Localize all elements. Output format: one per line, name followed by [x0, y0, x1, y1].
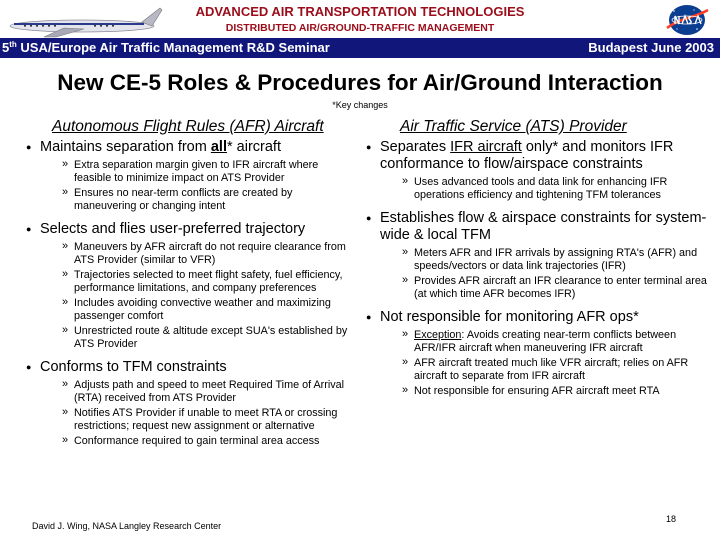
sub-bullet: » Extra separation margin given to IFR aircraft where feasible to minimize impact on ATS Provider	[52, 159, 354, 184]
sub-bullet: » Meters AFR and IFR arrivals by assigning RTA's (AFR) and speeds/vectors or data link trajectories (IFR)	[392, 247, 714, 272]
bullet-establishes-constraints: ● Establishes flow & airspace constraints for system-wide & local TFM	[364, 210, 714, 244]
seminar-location: Budapest June 2003	[588, 40, 714, 55]
nasa-logo-icon	[664, 2, 710, 38]
bullet-separates-ifr: ● Separates IFR aircraft only* and monitors IFR conformance to flow/airspace constraints	[364, 139, 714, 173]
seminar-title: 5th USA/Europe Air Traffic Management R&D Seminar	[2, 40, 330, 55]
sub-bullet: » Includes avoiding convective weather and maximizing passenger comfort	[52, 297, 354, 322]
sub-bullet: » Notifies ATS Provider if unable to meet RTA or crossing restrictions; request new assignment or alternative	[52, 407, 354, 432]
page-number: 18	[666, 514, 677, 524]
sub-bullet: » Unrestricted route & altitude except SUA's established by ATS Provider	[52, 325, 354, 350]
sub-bullet: » Trajectories selected to meet flight safety, fuel efficiency, performance limitations, and company preferences	[52, 269, 354, 294]
sub-bullet: » Ensures no near-term conflicts are created by maneuvering or changing intent	[52, 187, 354, 212]
author-credit: David J. Wing, NASA Langley Research Center	[32, 521, 222, 531]
bullet-selects-trajectory: ● Selects and flies user-preferred trajectory	[24, 221, 354, 238]
sub-bullet-exception: » Exception: Avoids creating near-term conflicts between AFR/IFR aircraft when maneuvering IFR aircraft	[392, 329, 714, 354]
key-note: *Key changes	[332, 100, 388, 110]
sub-bullet: » Not responsible for ensuring AFR aircraft meet RTA	[392, 385, 714, 398]
bullet-not-responsible: ● Not responsible for monitoring AFR ops*	[364, 309, 714, 326]
ats-heading: Air Traffic Service (ATS) Provider	[400, 118, 627, 135]
afr-heading: Autonomous Flight Rules (AFR) Aircraft	[52, 118, 324, 135]
ats-column	[364, 118, 714, 398]
sub-bullet: » Maneuvers by AFR aircraft do not require clearance from ATS Provider (similar to VFR)	[52, 241, 354, 266]
header-subtitle: DISTRIBUTED AIR/GROUND-TRAFFIC MANAGEMENT	[225, 22, 495, 34]
bullet-conforms-tfm: ● Conforms to TFM constraints	[24, 359, 354, 376]
bullet-maintains-separation: ● Maintains separation from all* aircraft	[24, 139, 354, 156]
sub-bullet: » Adjusts path and speed to meet Required Time of Arrival (RTA) received from ATS Provider	[52, 379, 354, 404]
slide-title: New CE-5 Roles & Procedures for Air/Ground Interaction	[57, 70, 663, 95]
sub-bullet: » Uses advanced tools and data link for enhancing IFR operations efficiency and tightening TFM tolerances	[392, 176, 714, 201]
sub-bullet: » Conformance required to gain terminal area access	[52, 435, 354, 448]
afr-column	[24, 118, 354, 448]
sub-bullet: » AFR aircraft treated much like VFR aircraft; relies on AFR aircraft to separate from IFR aircraft	[392, 357, 714, 382]
header-title: ADVANCED AIR TRANSPORTATION TECHNOLOGIES	[195, 4, 525, 19]
seminar-bar	[0, 38, 720, 58]
sub-bullet: » Provides AFR aircraft an IFR clearance to enter terminal area (at which time AFR becomes IFR)	[392, 275, 714, 300]
